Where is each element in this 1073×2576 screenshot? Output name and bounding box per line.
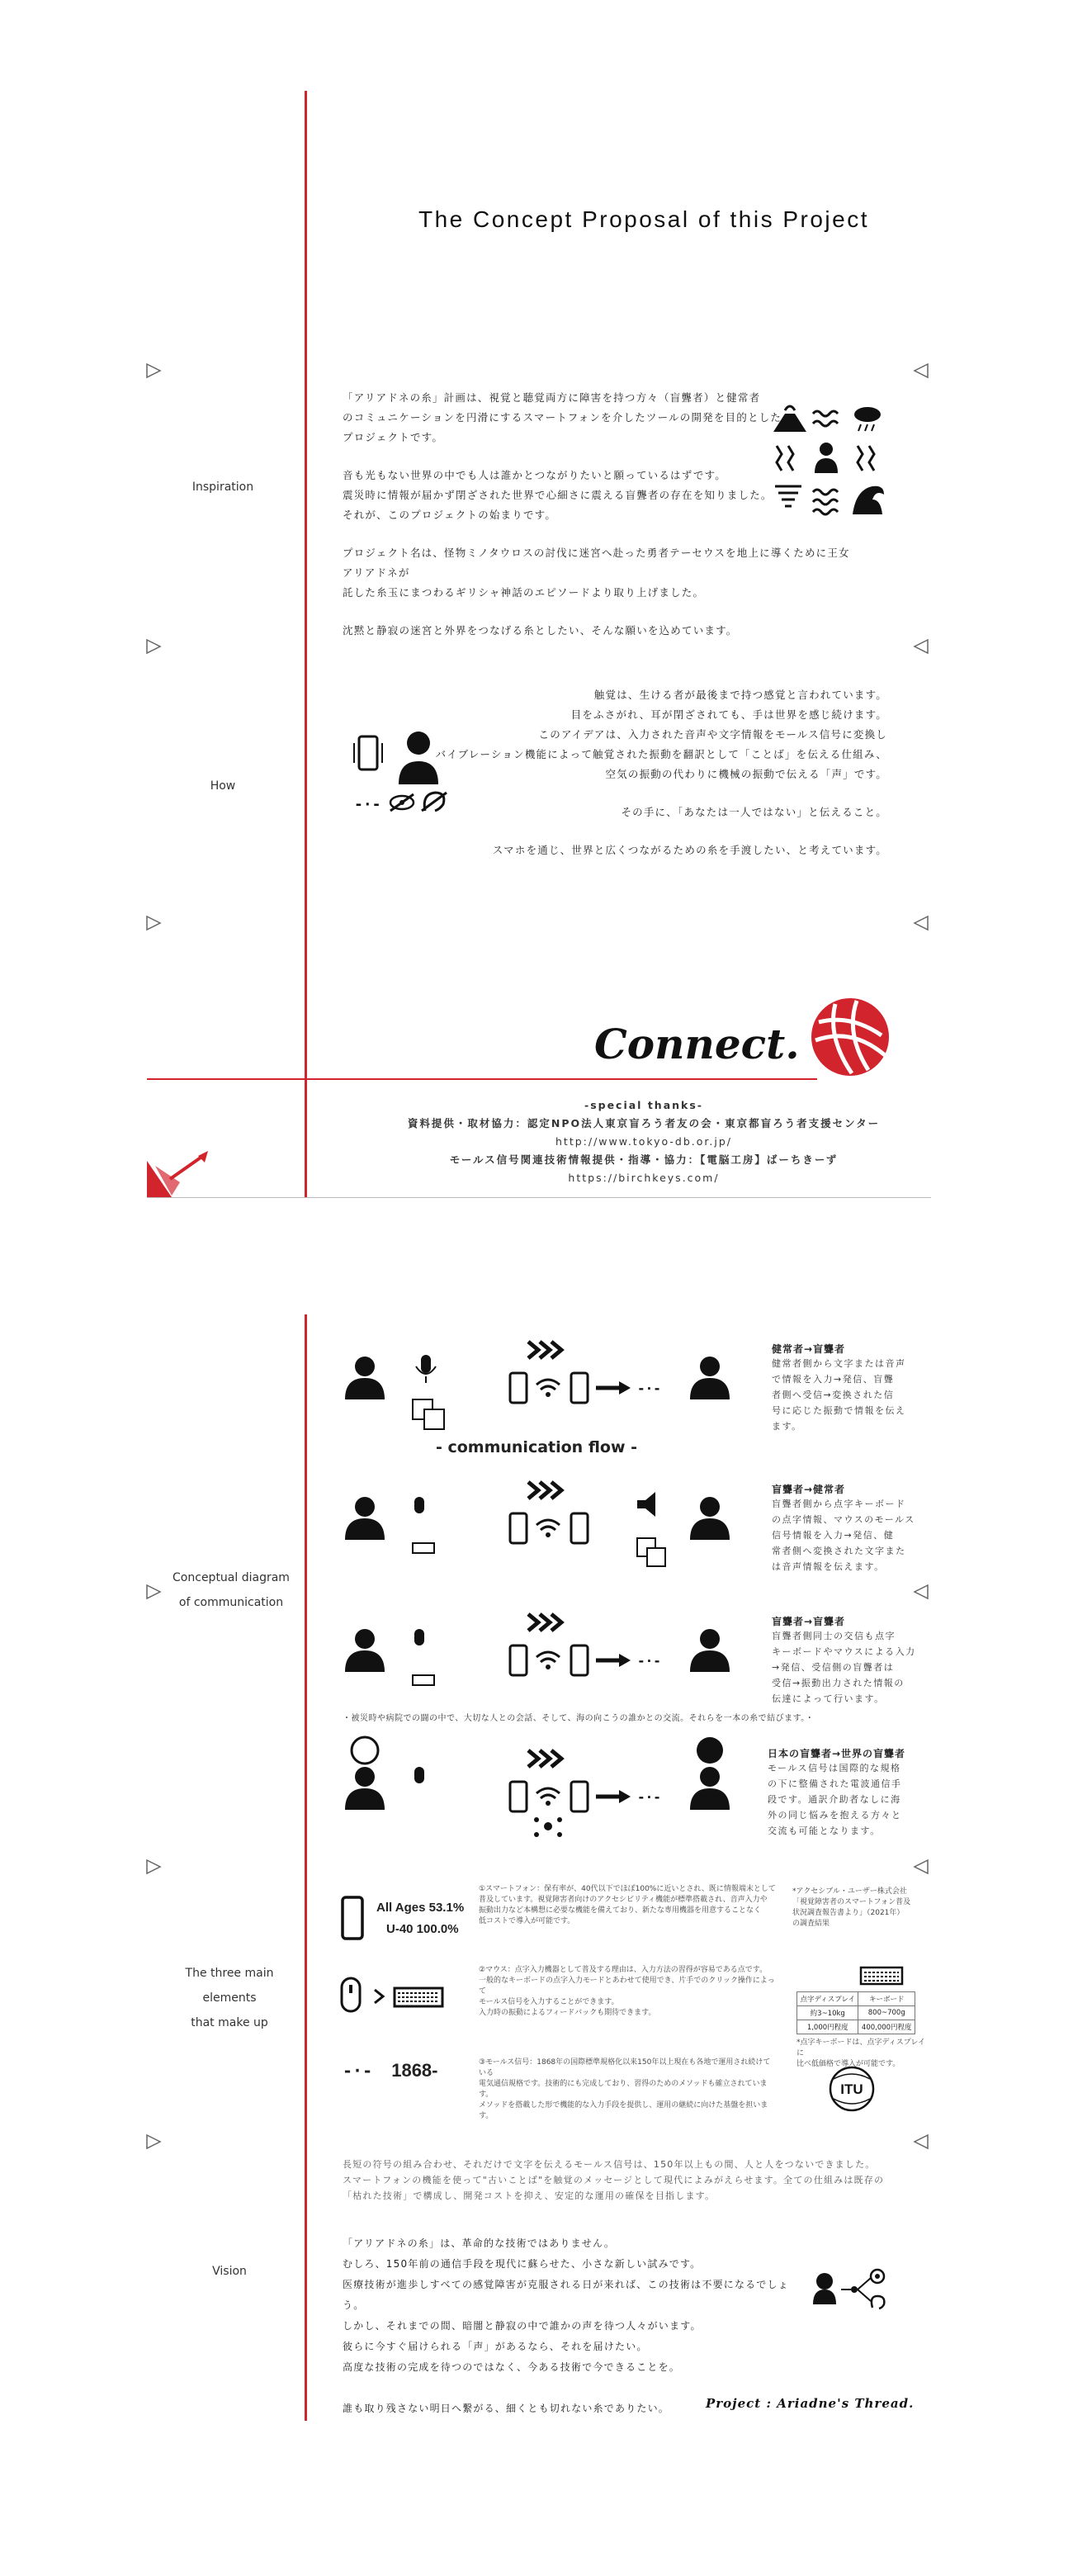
triangle-right-icon bbox=[144, 914, 163, 932]
project-signature: Project : Ariadne's Thread. bbox=[706, 2396, 915, 2411]
thanks-link[interactable]: http://www.tokyo-db.or.jp/ bbox=[555, 1135, 732, 1148]
globe-icon bbox=[697, 1737, 723, 1764]
flow-diagram-row-2 bbox=[338, 1474, 751, 1573]
triangle-left-icon bbox=[912, 914, 930, 932]
translate-icon bbox=[637, 1538, 665, 1566]
wifi-icon bbox=[536, 1380, 560, 1397]
smartphone-icon bbox=[340, 1895, 365, 1941]
wifi-icon bbox=[536, 1788, 560, 1806]
flow-diagram-row-1 bbox=[338, 1333, 751, 1432]
triangle-left-icon bbox=[912, 2133, 930, 2151]
corner-arrow-logo bbox=[147, 1149, 211, 1197]
flow-row-4-description: 日本の盲聾者→世界の盲聾者 モールス信号は国際的な規格 の下に整備された電波通信手 段です。通訳介助者なしに海 外の同じ悩みを抱える方々と 交流も可能となります。 bbox=[768, 1748, 906, 1836]
inspiration-text: 「アリアドネの糸」計画は、視覚と聴覚両方に障害を持つ方々（盲聾者）と健常者 のコミュニケーションを円滑にするスマートフォンを介したツールの開発を目的とした プロジェクトです。 音も光もない世界の中でも人は誰かとつながりたいと願っているはずです。 震災時に情報が届かず閉ざされた世界で心細さに震える盲聾者の存在を知りました。 それが、このプロジェクトの始まりです。 プロジェクト名は、怪物ミノタウロスの討伐に迷宮へ赴った勇者テーセウスを地上に導くために王女アリアドネが 託した糸玉にまつわるギリシャ神話のエピソードより取り上げました。 沈黙と静寂の迷宮と外界をつなげる糸としたい、そんな願いを込めています。 bbox=[343, 391, 850, 637]
triangle-left-icon bbox=[912, 1583, 930, 1601]
person-icon bbox=[690, 1357, 730, 1399]
svg-text:-·-: -·- bbox=[637, 1653, 661, 1669]
person-icon bbox=[345, 1497, 385, 1540]
svg-text:-·-: -·- bbox=[637, 1789, 661, 1805]
morse-code: -·- bbox=[343, 2061, 373, 2081]
price-table: 点字ディスプレイ キーボード 約3~10kg 800~700g 1,000円程度 400,000円程度 bbox=[796, 1991, 915, 2034]
wifi-icon bbox=[536, 1652, 560, 1669]
person-network-icon bbox=[813, 2266, 891, 2316]
translate-icon bbox=[413, 1399, 444, 1429]
mouse-description: ②マウス：点字入力機器として普及する理由は、入力方法の習得が容易である点です。 一般的なキーボードの点字入力モードとあわせて使用でき、片手でのクリック操作によって モールス信号を入力することができます。 入力時の振動によるフィードバックも期待できます。 bbox=[479, 1966, 775, 2017]
disaster-icons-grid bbox=[772, 400, 887, 520]
section-label-vision: Vision bbox=[212, 2265, 247, 2278]
arrow-icon bbox=[619, 1381, 631, 1395]
smartphone-icon bbox=[571, 1373, 588, 1403]
microphone-icon bbox=[416, 1355, 436, 1383]
person-icon bbox=[690, 1767, 730, 1810]
thanks-heading: -special thanks- bbox=[584, 1099, 703, 1111]
section-label-three-elements: The three main elements that make up bbox=[185, 1967, 274, 2029]
flow-row-2-description: 盲聾者→健常者 盲聾者側から点字キーボード の点字情報、マウスのモールス 信号情報を入力→発信、健 常者側へ変換された文字また は音声情報を伝えます。 bbox=[772, 1484, 915, 1572]
arrow-icon bbox=[619, 1654, 631, 1667]
survey-citation: *アクセシブル・ユーザー株式会社 「視覚障害者のスマートフォン普及 状況調査報告書より」（2021年） の調査結果 bbox=[792, 1887, 911, 1928]
mouse-icon bbox=[414, 1629, 424, 1646]
arrow-icon bbox=[619, 1790, 631, 1803]
thanks-link[interactable]: https://birchkeys.com/ bbox=[568, 1172, 720, 1184]
person-icon bbox=[345, 1629, 385, 1672]
keyboard-icon bbox=[413, 1675, 434, 1685]
special-thanks bbox=[314, 1096, 974, 1187]
page1-horizontal-rule bbox=[147, 1078, 817, 1080]
yarn-ball-icon bbox=[811, 997, 890, 1077]
triangle-right-icon bbox=[144, 637, 163, 656]
speaker-icon bbox=[637, 1492, 655, 1517]
person-icon bbox=[345, 1357, 385, 1399]
smartphone-icon bbox=[510, 1373, 527, 1403]
chevrons-icon bbox=[528, 1614, 561, 1631]
connect-heading: Connect. bbox=[594, 1020, 800, 1068]
vision-intro: 長短の符号の組み合わせ、それだけで文字を伝えるモールス信号は、150年以上もの間、人と人をつないできました。 スマートフォンの機能を使って"古いことば"を触覚のメッセージとして現代によみがえらせます。全ての仕組みは既存の 「枯れた技術」で構成し、開発コストを抑え、安定的な運用の確保を目指します。 bbox=[343, 2159, 885, 2201]
globe-icon bbox=[352, 1737, 378, 1764]
smartphone-icon bbox=[571, 1646, 588, 1675]
mouse-icon bbox=[414, 1767, 424, 1783]
phone-person-icon bbox=[351, 727, 458, 822]
year-label: 1868- bbox=[391, 2060, 438, 2081]
person-icon bbox=[345, 1767, 385, 1810]
section-label-inspiration: Inspiration bbox=[191, 481, 254, 494]
page1-vertical-rule bbox=[305, 91, 307, 1197]
smartphone-icon bbox=[571, 1782, 588, 1811]
keyboard-icon bbox=[413, 1543, 434, 1553]
earthquake-icon bbox=[777, 446, 793, 471]
morse-description: ③モールス信号：1868年の国際標準規格化以来150年以上現在も各地で運用され続けている 電気通信規格です。技術的にも完成しており、習得のためのメソッドも確立されています。 メソッドを搭載した形で機能的な入力手段を提供し、運用の継続に向けた基盤を担います。 bbox=[479, 2058, 771, 2120]
svg-text:-·-: -·- bbox=[637, 1380, 661, 1396]
rain-icon bbox=[858, 446, 874, 471]
triangle-left-icon bbox=[912, 362, 930, 380]
flow-row-3-description: 盲聾者→盲聾者 盲聾者側同士の交信も点字 キーボードやマウスによる入力 →発信、受信側の盲聾者は 受信→振動出力された情報の 伝達によって行います。 bbox=[772, 1616, 916, 1704]
triangle-right-icon bbox=[144, 1858, 163, 1876]
page1-bottom-rule bbox=[147, 1197, 931, 1198]
smartphone-icon bbox=[510, 1646, 527, 1675]
tsunami-icon bbox=[853, 486, 884, 514]
chevrons-icon bbox=[528, 1342, 561, 1358]
page-title: The Concept Proposal of this Project bbox=[418, 206, 869, 232]
svg-text:ITU: ITU bbox=[840, 2081, 863, 2097]
wifi-icon bbox=[536, 1520, 560, 1537]
flow-note: ・被災時や病院での闘の中で、大切な人との会話、そして、海の向こうの誰かとの交流。それらを一本の糸で結びます。・ bbox=[343, 1714, 815, 1723]
person-icon bbox=[815, 443, 838, 473]
tornado-icon bbox=[775, 486, 801, 506]
triangle-right-icon bbox=[144, 362, 163, 380]
page2-vertical-rule bbox=[305, 1314, 307, 2421]
smartphone-icon bbox=[510, 1513, 527, 1543]
triangle-left-icon bbox=[912, 1858, 930, 1876]
smartphone-description: ①スマートフォン：保有率が、40代以下でほぼ100%に近いとされ、既に情報端末として 普及しています。視覚障害者向けのアクセシビリティ機能が標準搭載され、音声入力や 振動出力など本構想に必要な機能を備えており、新たな専用機器を用意することなく 低コストで導入が可能です。 bbox=[479, 1885, 776, 1925]
svg-text:-·-: -·- bbox=[354, 796, 381, 813]
section-label-conceptual: Conceptual diagram of communication bbox=[173, 1571, 290, 1609]
volcano-icon bbox=[773, 406, 806, 432]
person-icon bbox=[690, 1629, 730, 1672]
how-text: 触覚は、生ける者が最後まで持つ感覚と言われています。 目をふさがれ、耳が閉ざされても、手は世界を感じ続けます。 このアイデアは、入力された音声や文字情報をモールス信号に変換し バイブレーション機能によって触覚された振動を翻訳として「ことば」を伝える仕組み、 空気の振動の代わりに機械の振動で伝える「声」です。 その手に、「あなたは一人ではない」と伝えること。 スマホを通じ、世界と広くつながるための糸を手渡したい、と考えています。 bbox=[435, 689, 887, 856]
smartphone-icon bbox=[571, 1513, 588, 1543]
price-table-note: *点字キーボードは、点字ディスプレイに 比べ低価格で導入が可能です。 bbox=[796, 2039, 925, 2068]
flow-diagram-row-3 bbox=[338, 1606, 751, 1705]
person-icon bbox=[690, 1497, 730, 1540]
thanks-credit: モールス信号関連技術情報提供・指導・協力：【電脳工房】ばーちきーず bbox=[449, 1153, 839, 1166]
vision-text: 「アリアドネの糸」は、革命的な技術ではありません。 むしろ、150年前の通信手段を現代に蘇らせた、小さな新しい試みです。 医療技術が進歩しすべての感覚障害が克服される日が来れば、この技術は不要になるでしょう。 しかし、それまでの間、暗闇と静寂の中で誰かの声を待つ人々がいます。 彼らに今すぐ届けられる「声」があるなら、それを届けたい。 高度な技術の完成を待つのではなく、今ある技術で今できることを。 誰も取り残さない明日へ繋がる、細くとも切れない糸でありたい。 bbox=[343, 2237, 789, 2414]
thanks-credit: 資料提供・取材協力：認定NPO法人東京盲ろう者友の会・東京都盲ろう者支援センター bbox=[407, 1117, 881, 1129]
communication-flow-title: - communication flow - bbox=[435, 1438, 638, 1456]
morse-year bbox=[343, 2060, 438, 2081]
wave-icon bbox=[813, 411, 838, 426]
smartphone-icon bbox=[510, 1782, 527, 1811]
network-icon bbox=[534, 1817, 562, 1837]
keyboard-icon bbox=[858, 1965, 905, 1986]
mouse-keyboard-icon bbox=[338, 1973, 446, 2020]
storm-cloud-icon bbox=[854, 407, 881, 431]
flood-icon bbox=[813, 490, 838, 514]
chevrons-icon bbox=[528, 1482, 561, 1499]
flow-diagram-row-4 bbox=[338, 1734, 751, 1841]
smartphone-stats: All Ages 53.1% U-40 100.0% bbox=[376, 1901, 465, 1936]
triangle-right-icon bbox=[144, 2133, 163, 2151]
flow-row-1-description: 健常者→盲聾者 健常者側から文字または音声 で情報を入力→発信、盲聾 者側へ受信→変換された信 号に応じた振動で情報を伝え ます。 bbox=[772, 1343, 906, 1432]
section-label-how: How bbox=[210, 779, 236, 793]
mouse-icon bbox=[414, 1497, 424, 1513]
chevrons-icon bbox=[528, 1750, 561, 1767]
itu-logo-icon bbox=[825, 2062, 878, 2115]
triangle-left-icon bbox=[912, 637, 930, 656]
